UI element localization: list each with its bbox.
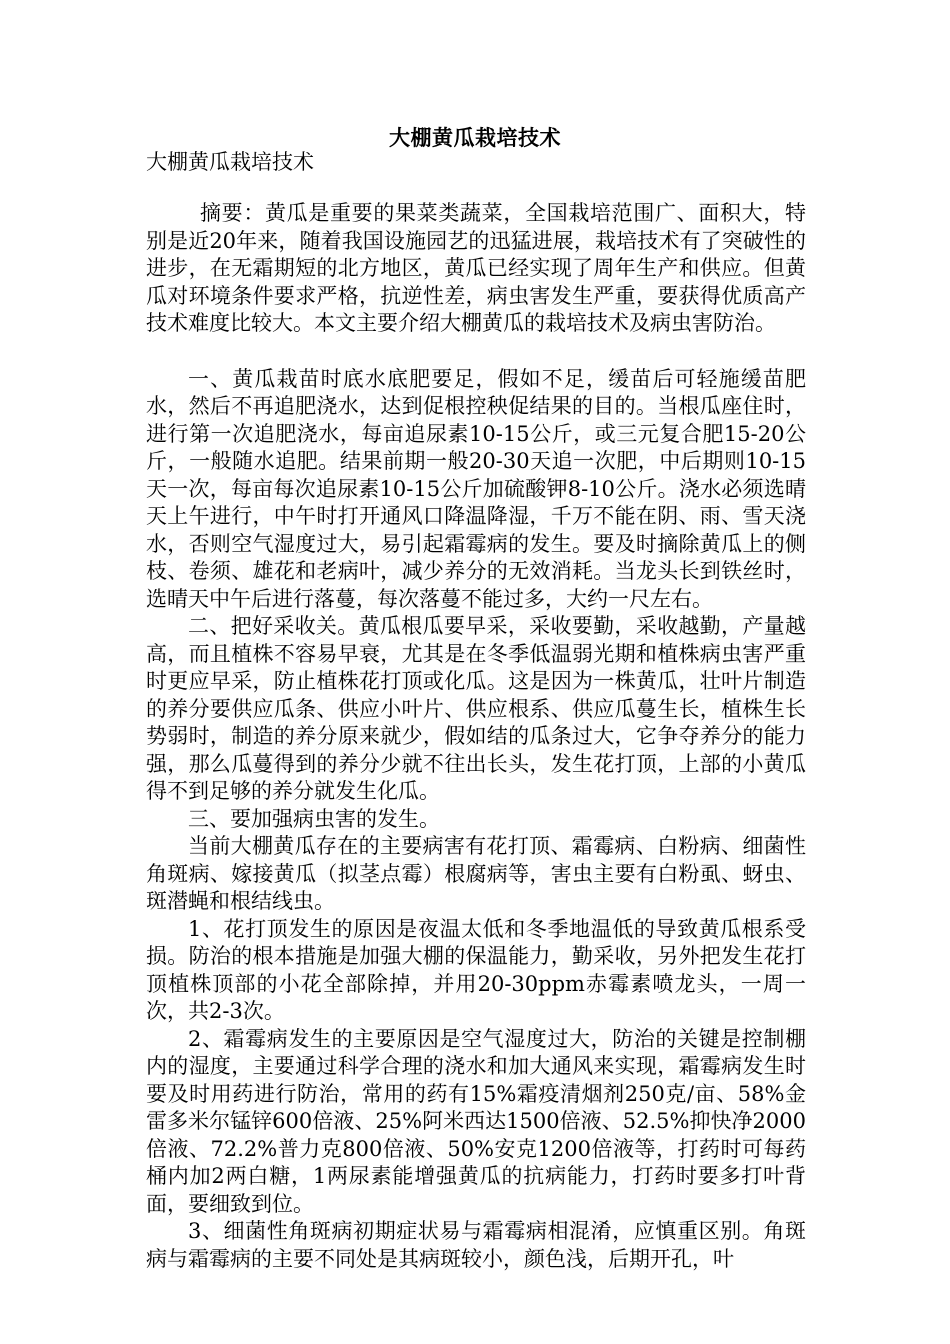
body-paragraph-6: 2、霜霉病发生的主要原因是空气湿度过大，防治的关键是控制棚内的湿度，主要通过科学合理的浇水和加大通风来实现，霜霉病发生时要及时用药进行防治，常用的药有15%霜疫清烟剂250克/亩、58%金雷多米尔锰锌600倍液、25%阿米西达1500倍液、52.5%抑快净2000倍液、72.2%普力克800倍液、50%安克1200倍液等，打药时可每药桶内加2两白糖，1两尿素能增强黄瓜的抗病能力，打药时要多打叶背面，要细致到位。	[146, 1026, 806, 1216]
document-title: 大棚黄瓜栽培技术	[389, 125, 561, 150]
body-paragraph-2: 二、把好采收关。黄瓜根瓜要早采，采收要勤，采收越勤，产量越高，而且植株不容易早衰，尤其是在冬季低温弱光期和植株病虫害严重时更应早采，防止植株花打顶或化瓜。这是因为一株黄瓜，壮叶片制造的养分要供应瓜条、供应小叶片、供应根系、供应瓜蔓生长，植株生长势弱时，制造的养分原来就少，假如结的瓜条过大，它争夺养分的能力强，那么瓜蔓得到的养分少就不往出长头，发生花打顶，上部的小黄瓜得不到足够的养分就发生化瓜。	[146, 614, 806, 803]
body-paragraph-3: 三、要加强病虫害的发生。	[188, 806, 440, 831]
paragraph-gap	[146, 338, 806, 366]
body-paragraph-7: 3、细菌性角斑病初期症状易与霜霉病相混淆，应慎重区别。角斑病与霜霉病的主要不同处是其病斑较小，颜色浅，后期开孔，叶	[146, 1219, 806, 1271]
body-paragraph-1: 一、黄瓜栽苗时底水底肥要足，假如不足，缓苗后可轻施缓苗肥水，然后不再追肥浇水，达到促根控秧促结果的目的。当根瓜座住时，进行第一次追肥浇水，每亩追尿素10-15公斤，或三元复合肥15-20公斤，一般随水追肥。结果前期一般20-30天追一次肥，中后期则10-15天一次，每亩每次追尿素10-15公斤加硫酸钾8-10公斤。浇水必须选晴天上午进行，中午时打开通风口降温降湿，千万不能在阴、雨、雪天浇水，否则空气湿度过大，易引起霜霉病的发生。要及时摘除黄瓜上的侧枝、卷须、雄花和老病叶，减少养分的无效消耗。当龙头长到铁丝时，选晴天中午后进行落蔓，每次落蔓不能过多，大约一尺左右。	[146, 366, 806, 611]
document-subtitle: 大棚黄瓜栽培技术	[146, 150, 314, 174]
document-body	[146, 200, 806, 1273]
body-paragraph-4: 当前大棚黄瓜存在的主要病害有花打顶、霜霉病、白粉病、细菌性角斑病、嫁接黄瓜（拟茎点霉）根腐病等，害虫主要有白粉虱、蚜虫、斑潜蝇和根结线虫。	[146, 834, 806, 913]
body-paragraph-5: 1、花打顶发生的原因是夜温太低和冬季地温低的导致黄瓜根系受损。防治的根本措施是加强大棚的保温能力，勤采收，另外把发生花打顶植株顶部的小花全部除掉，并用20-30ppm赤霉素喷龙头，一周一次，共2-3次。	[146, 916, 806, 1023]
abstract-paragraph: 摘要：黄瓜是重要的果菜类蔬菜，全国栽培范围广、面积大，特别是近20年来，随着我国设施园艺的迅猛进展，栽培技术有了突破性的进步，在无霜期短的北方地区，黄瓜已经实现了周年生产和供应。但黄瓜对环境条件要求严格，抗逆性差，病虫害发生严重，要获得优质高产技术难度比较大。本文主要介绍大棚黄瓜的栽培技术及病虫害防治。	[146, 201, 806, 335]
